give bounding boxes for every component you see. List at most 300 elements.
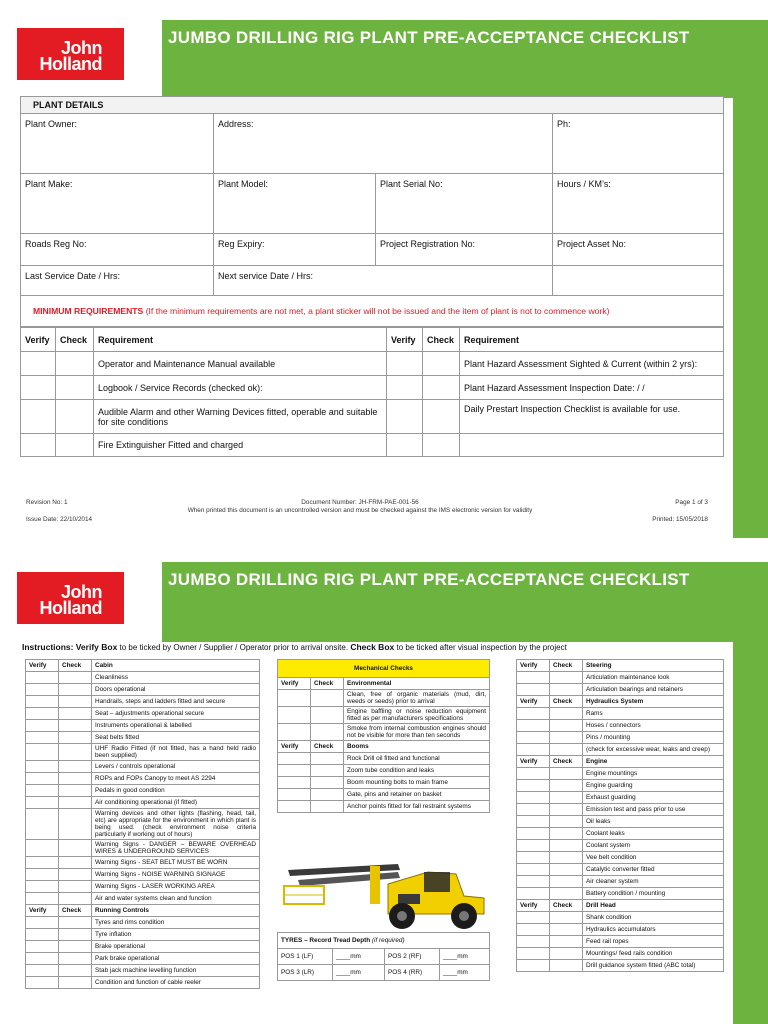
section-header: Environmental [344, 678, 490, 690]
checklist-row [278, 707, 490, 724]
checklist-item: Battery condition / mounting [583, 888, 724, 900]
check-checkbox[interactable] [56, 434, 94, 457]
hours-field[interactable]: Hours / KM’s: [553, 174, 724, 234]
check-checkbox[interactable] [550, 672, 583, 684]
checklist-row [26, 744, 260, 761]
check-checkbox[interactable] [550, 804, 583, 816]
check-checkbox[interactable] [423, 376, 460, 400]
checklist-item: Anchor points fitted for fall restraint systems [344, 801, 490, 813]
check-header: Check [311, 678, 344, 690]
verify-checkbox[interactable] [517, 840, 550, 852]
checklist-item: Seat – adjustments operational secure [92, 708, 260, 720]
check-header: Check [423, 328, 460, 352]
verify-header: Verify [278, 741, 311, 753]
plant-model-field[interactable]: Plant Model: [214, 174, 376, 234]
verify-checkbox[interactable] [26, 881, 59, 893]
plant-details-header: PLANT DETAILS [21, 97, 724, 114]
pos2-label: POS 2 (RF) [385, 949, 440, 965]
checklist-row [26, 917, 260, 929]
checklist-item: Condition and function of cable reeler [92, 977, 260, 989]
check-checkbox[interactable] [311, 777, 344, 789]
checklist-row [517, 744, 724, 756]
check-checkbox[interactable] [59, 953, 92, 965]
verify-checkbox[interactable] [21, 400, 56, 434]
check-checkbox[interactable] [311, 690, 344, 707]
check-checkbox[interactable] [423, 400, 460, 434]
checklist-item: Warning Signs - SEAT BELT MUST BE WORN [92, 857, 260, 869]
check-checkbox[interactable] [550, 792, 583, 804]
verify-checkbox[interactable] [26, 672, 59, 684]
verify-checkbox[interactable] [517, 708, 550, 720]
checklist-item: Rams [583, 708, 724, 720]
checklist-row [517, 768, 724, 780]
check-header: Check [311, 741, 344, 753]
verify-header: Verify [387, 328, 423, 352]
check-checkbox[interactable] [550, 888, 583, 900]
tyres-header: TYRES – Record Tread Depth (if required) [278, 933, 490, 949]
check-checkbox[interactable] [423, 352, 460, 376]
verify-checkbox[interactable] [278, 707, 311, 724]
checklist-item: Air cleaner system [583, 876, 724, 888]
verify-checkbox[interactable] [387, 376, 423, 400]
checklist-row [26, 965, 260, 977]
verify-header: Verify [26, 660, 59, 672]
checklist-item: Levers / controls operational [92, 761, 260, 773]
verify-checkbox[interactable] [517, 672, 550, 684]
checklist-item: Engine guarding [583, 780, 724, 792]
checklist-row [517, 720, 724, 732]
checklist-item: Warning devices and other lights (flashing, head, tail, etc) are appropriate for the environment in which plant is being used. (check environment noise criteria particularly if working out of hours) [92, 809, 260, 840]
check-checkbox[interactable] [311, 765, 344, 777]
checklist-row [26, 840, 260, 857]
cabin-running-table [25, 659, 260, 989]
requirement-header: Requirement [94, 328, 387, 352]
checklist-row [26, 732, 260, 744]
checklist-row [278, 801, 490, 813]
verify-header: Verify [278, 678, 311, 690]
verify-checkbox[interactable] [517, 852, 550, 864]
requirement-header: Requirement [460, 328, 724, 352]
pos1-mm-field[interactable]: ____mm [333, 949, 385, 965]
verify-checkbox[interactable] [26, 720, 59, 732]
check-checkbox[interactable] [59, 761, 92, 773]
checklist-row [26, 708, 260, 720]
verify-checkbox[interactable] [26, 684, 59, 696]
verify-checkbox[interactable] [517, 804, 550, 816]
section-header: Engine [583, 756, 724, 768]
verify-checkbox[interactable] [26, 696, 59, 708]
verify-checkbox[interactable] [26, 953, 59, 965]
checklist-row [26, 696, 260, 708]
verify-checkbox[interactable] [517, 684, 550, 696]
check-checkbox[interactable] [550, 768, 583, 780]
checklist-row [517, 708, 724, 720]
checklist-row [517, 960, 724, 972]
verify-checkbox[interactable] [278, 724, 311, 741]
check-checkbox[interactable] [550, 816, 583, 828]
check-checkbox[interactable] [56, 352, 94, 376]
check-checkbox[interactable] [423, 434, 460, 457]
checklist-item: Instruments operational & labelled [92, 720, 260, 732]
checklist-row [26, 857, 260, 869]
check-checkbox[interactable] [59, 684, 92, 696]
printed-date: Printed: 15/05/2018 [652, 516, 708, 523]
check-checkbox[interactable] [550, 948, 583, 960]
plant-serial-field[interactable]: Plant Serial No: [376, 174, 553, 234]
checklist-row [278, 765, 490, 777]
check-checkbox[interactable] [59, 773, 92, 785]
john-holland-logo: John Holland [17, 28, 124, 80]
checklist-row [517, 840, 724, 852]
checklist-item: Mountings/ feed rails condition [583, 948, 724, 960]
verify-checkbox[interactable] [278, 789, 311, 801]
check-checkbox[interactable] [59, 977, 92, 989]
verify-checkbox[interactable] [278, 777, 311, 789]
side-bar [733, 96, 768, 538]
checklist-item: Air and water systems clean and function [92, 893, 260, 905]
verify-checkbox[interactable] [517, 948, 550, 960]
check-checkbox[interactable] [550, 840, 583, 852]
verify-checkbox[interactable] [26, 744, 59, 761]
check-checkbox[interactable] [311, 707, 344, 724]
verify-checkbox[interactable] [517, 828, 550, 840]
page-number: Page 1 of 3 [675, 499, 708, 506]
check-checkbox[interactable] [59, 720, 92, 732]
check-checkbox[interactable] [550, 936, 583, 948]
checklist-item: Air conditioning operational (if fitted) [92, 797, 260, 809]
verify-checkbox[interactable] [26, 917, 59, 929]
checklist-item: Rock Drill oil fitted and functional [344, 753, 490, 765]
verify-header: Verify [517, 756, 550, 768]
verify-checkbox[interactable] [517, 768, 550, 780]
check-header: Check [550, 696, 583, 708]
check-checkbox[interactable] [59, 965, 92, 977]
checklist-row [517, 912, 724, 924]
checklist-row [517, 792, 724, 804]
checklist-item: Zoom tube condition and leaks [344, 765, 490, 777]
checklist-row [26, 953, 260, 965]
checklist-row [26, 893, 260, 905]
check-header: Check [550, 660, 583, 672]
checklist-row [278, 753, 490, 765]
verify-checkbox[interactable] [517, 924, 550, 936]
verify-checkbox[interactable] [278, 765, 311, 777]
checklist-row [517, 684, 724, 696]
verify-checkbox[interactable] [278, 801, 311, 813]
check-checkbox[interactable] [550, 780, 583, 792]
requirement-item: Audible Alarm and other Warning Devices fitted, operable and suitable for site conditions [94, 400, 387, 434]
check-header: Check [59, 660, 92, 672]
verify-checkbox[interactable] [26, 965, 59, 977]
checklist-item: Pins / mounting [583, 732, 724, 744]
checklist-row [517, 888, 724, 900]
empty-cell [553, 266, 724, 296]
verify-header: Verify [517, 900, 550, 912]
check-checkbox[interactable] [59, 797, 92, 809]
checklist-row [26, 869, 260, 881]
section-header: Steering [583, 660, 724, 672]
checklist-item: Doors operational [92, 684, 260, 696]
checklist-row [517, 828, 724, 840]
issue-date: Issue Date: 22/10/2014 [26, 516, 93, 523]
checklist-item: UHF Radio Fitted (if not fitted, has a hand held radio been supplied) [92, 744, 260, 761]
check-checkbox[interactable] [59, 929, 92, 941]
reg-expiry-field[interactable]: Reg Expiry: [214, 234, 376, 266]
checklist-item: Coolant system [583, 840, 724, 852]
verify-checkbox[interactable] [26, 773, 59, 785]
john-holland-logo: John Holland [17, 572, 124, 624]
verify-checkbox[interactable] [517, 876, 550, 888]
verify-checkbox[interactable] [278, 690, 311, 707]
verify-checkbox[interactable] [26, 840, 59, 857]
check-checkbox[interactable] [311, 753, 344, 765]
check-checkbox[interactable] [550, 732, 583, 744]
checklist-row [278, 724, 490, 741]
tyres-tread-depth-table [277, 932, 490, 981]
verify-header: Verify [517, 660, 550, 672]
checklist-row [517, 852, 724, 864]
plant-details-table [20, 96, 724, 327]
check-checkbox[interactable] [550, 720, 583, 732]
verify-checkbox[interactable] [517, 792, 550, 804]
check-checkbox[interactable] [59, 744, 92, 761]
checklist-row [26, 809, 260, 840]
page-2 [0, 556, 768, 1024]
verify-header: Verify [21, 328, 56, 352]
verify-checkbox[interactable] [21, 376, 56, 400]
checklist-item: Gate, pins and retainer on basket [344, 789, 490, 801]
checklist-row [26, 797, 260, 809]
mechanical-checks-title: Mechanical Checks [278, 660, 490, 678]
roads-reg-field[interactable]: Roads Reg No: [21, 234, 214, 266]
checklist-item: Tyres and rims condition [92, 917, 260, 929]
check-checkbox[interactable] [550, 708, 583, 720]
checklist-item: ROPs and FOPs Canopy to meet AS 2294 [92, 773, 260, 785]
verify-checkbox[interactable] [517, 864, 550, 876]
plant-owner-field[interactable]: Plant Owner: [21, 114, 214, 174]
checklist-row [517, 732, 724, 744]
checklist-item: Articulation bearings and retainers [583, 684, 724, 696]
checklist-row [26, 761, 260, 773]
verify-checkbox[interactable] [387, 400, 423, 434]
check-checkbox[interactable] [59, 893, 92, 905]
verify-checkbox[interactable] [21, 352, 56, 376]
section-header: Booms [344, 741, 490, 753]
verify-checkbox[interactable] [26, 857, 59, 869]
check-checkbox[interactable] [550, 852, 583, 864]
checklist-item: Drill guidance system fitted (ABC total) [583, 960, 724, 972]
check-checkbox[interactable] [56, 400, 94, 434]
side-bar [733, 642, 768, 1024]
verify-checkbox[interactable] [517, 960, 550, 972]
checklist-item: Articulation maintenance look [583, 672, 724, 684]
checklist-row [278, 777, 490, 789]
checklist-item: Shank condition [583, 912, 724, 924]
check-checkbox[interactable] [550, 828, 583, 840]
verify-checkbox[interactable] [387, 352, 423, 376]
checklist-row [26, 929, 260, 941]
checklist-item: Feed rail ropes [583, 936, 724, 948]
last-service-field[interactable]: Last Service Date / Hrs: [21, 266, 214, 296]
check-checkbox[interactable] [59, 809, 92, 840]
checklist-row [517, 816, 724, 828]
verify-checkbox[interactable] [517, 816, 550, 828]
project-asset-field[interactable]: Project Asset No: [553, 234, 724, 266]
verify-checkbox[interactable] [517, 780, 550, 792]
plant-make-field[interactable]: Plant Make: [21, 174, 214, 234]
requirement-item: Logbook / Service Records (checked ok): [94, 376, 387, 400]
check-checkbox[interactable] [311, 789, 344, 801]
requirement-item: Fire Extinguisher Fitted and charged [94, 434, 387, 457]
requirement-item: Operator and Maintenance Manual available [94, 352, 387, 376]
verify-checkbox[interactable] [517, 732, 550, 744]
verify-checkbox[interactable] [26, 893, 59, 905]
checklist-row [517, 672, 724, 684]
checklist-item: Brake operational [92, 941, 260, 953]
check-checkbox[interactable] [59, 708, 92, 720]
checklist-item: (check for excessive wear, leaks and creep) [583, 744, 724, 756]
checklist-item: Engine baffling or noise reduction equipment fitted as per manufacturers specifications [344, 707, 490, 724]
checklist-item: Stab jack machine levelling function [92, 965, 260, 977]
check-checkbox[interactable] [59, 917, 92, 929]
checklist-item: Seat belts fitted [92, 732, 260, 744]
verify-header: Verify [26, 905, 59, 917]
requirement-item [460, 434, 724, 457]
check-header: Check [56, 328, 94, 352]
check-checkbox[interactable] [59, 869, 92, 881]
document-number: Document Number: JH-FRM-PAE-001-56 [301, 499, 419, 506]
check-checkbox[interactable] [550, 864, 583, 876]
check-checkbox[interactable] [56, 376, 94, 400]
checklist-row [517, 876, 724, 888]
checklist-row [517, 924, 724, 936]
check-checkbox[interactable] [550, 912, 583, 924]
pos1-label: POS 1 (LF) [278, 949, 333, 965]
checklist-item: Clean, free of organic materials (mud, dirt, weeds or seeds) prior to arrival [344, 690, 490, 707]
verify-checkbox[interactable] [26, 785, 59, 797]
checklist-row [517, 864, 724, 876]
checklist-item: Boom mounting bolts to main frame [344, 777, 490, 789]
verify-checkbox[interactable] [517, 888, 550, 900]
phone-field[interactable]: Ph: [553, 114, 724, 174]
checklist-item: Smoke from internal combustion engines should not be visible for more than ten seconds [344, 724, 490, 741]
checklist-row [26, 977, 260, 989]
checklist-item: Warning Signs - NOISE WARNING SIGNAGE [92, 869, 260, 881]
checklist-row [26, 773, 260, 785]
check-checkbox[interactable] [550, 876, 583, 888]
minimum-requirements-note: MINIMUM REQUIREMENTS (If the minimum requirements are not met, a plant sticker will not be issued and the item of plant is not to commence work) [21, 296, 724, 327]
pos4-mm-field[interactable]: ____mm [440, 965, 490, 981]
requirements-table [20, 327, 724, 457]
verify-checkbox[interactable] [26, 761, 59, 773]
verify-checkbox[interactable] [387, 434, 423, 457]
checklist-item: Cleanliness [92, 672, 260, 684]
checklist-item: Hydraulics accumulators [583, 924, 724, 936]
verify-checkbox[interactable] [21, 434, 56, 457]
jumbo-drilling-rig-image [278, 850, 490, 932]
checklist-item: Coolant leaks [583, 828, 724, 840]
mechanical-checks-table [277, 659, 490, 813]
checklist-item: Hoses / connectors [583, 720, 724, 732]
check-checkbox[interactable] [59, 941, 92, 953]
verify-checkbox[interactable] [26, 708, 59, 720]
checklist-item: Exhaust guarding [583, 792, 724, 804]
verify-checkbox[interactable] [517, 744, 550, 756]
checklist-row [517, 804, 724, 816]
section-header: Running Controls [92, 905, 260, 917]
checklist-row [278, 789, 490, 801]
section-header: Drill Head [583, 900, 724, 912]
checklist-row [26, 881, 260, 893]
requirement-item: Plant Hazard Assessment Inspection Date: / / [460, 376, 724, 400]
verify-checkbox[interactable] [26, 797, 59, 809]
check-checkbox[interactable] [550, 960, 583, 972]
checklist-row [26, 785, 260, 797]
checklist-item: Tyre inflation [92, 929, 260, 941]
project-registration-field[interactable]: Project Registration No: [376, 234, 553, 266]
checklist-row [278, 690, 490, 707]
document-title: JUMBO DRILLING RIG PLANT PRE-ACCEPTANCE CHECKLIST [168, 570, 690, 589]
verify-checkbox[interactable] [26, 977, 59, 989]
check-checkbox[interactable] [59, 672, 92, 684]
checklist-row [26, 720, 260, 732]
checklist-item: Catalytic converter fitted [583, 864, 724, 876]
check-checkbox[interactable] [59, 696, 92, 708]
document-title: JUMBO DRILLING RIG PLANT PRE-ACCEPTANCE CHECKLIST [168, 28, 690, 47]
checklist-item: Warning Signs - DANGER – BEWARE OVERHEAD WIRES & UNDERGROUND SERVICES [92, 840, 260, 857]
verify-header: Verify [517, 696, 550, 708]
verify-checkbox[interactable] [26, 929, 59, 941]
uncontrolled-note: When printed this document is an uncontrolled version and must be checked against the IMS electronic version for validity [187, 507, 533, 514]
verify-checkbox[interactable] [517, 936, 550, 948]
check-checkbox[interactable] [59, 857, 92, 869]
checklist-item: Handrails, steps and ladders fitted and secure [92, 696, 260, 708]
verify-checkbox[interactable] [26, 732, 59, 744]
pos3-label: POS 3 (LR) [278, 965, 333, 981]
checklist-row [26, 672, 260, 684]
check-checkbox[interactable] [550, 744, 583, 756]
pos2-mm-field[interactable]: ____mm [440, 949, 490, 965]
checklist-item: Oil leaks [583, 816, 724, 828]
section-header: Hydraulics System [583, 696, 724, 708]
pos3-mm-field[interactable]: ____mm [333, 965, 385, 981]
check-checkbox[interactable] [59, 732, 92, 744]
check-header: Check [550, 900, 583, 912]
check-checkbox[interactable] [59, 840, 92, 857]
check-checkbox[interactable] [311, 724, 344, 741]
steering-engine-table [516, 659, 724, 972]
verify-checkbox[interactable] [278, 753, 311, 765]
check-checkbox[interactable] [59, 785, 92, 797]
next-service-field[interactable]: Next service Date / Hrs: [214, 266, 553, 296]
instructions: Instructions: Verify Box to be ticked by Owner / Supplier / Operator prior to arrival onsite. Check Box to be ticked after visual inspection by the project [22, 642, 567, 652]
verify-checkbox[interactable] [26, 869, 59, 881]
checklist-item: Warning Signs - LASER WORKING AREA [92, 881, 260, 893]
check-checkbox[interactable] [550, 924, 583, 936]
check-checkbox[interactable] [550, 684, 583, 696]
checklist-row [517, 948, 724, 960]
checklist-row [26, 941, 260, 953]
check-checkbox[interactable] [311, 801, 344, 813]
verify-checkbox[interactable] [517, 912, 550, 924]
verify-checkbox[interactable] [517, 720, 550, 732]
checklist-item: Engine mountings [583, 768, 724, 780]
address-field[interactable]: Address: [214, 114, 553, 174]
checklist-row [26, 684, 260, 696]
verify-checkbox[interactable] [26, 809, 59, 840]
verify-checkbox[interactable] [26, 941, 59, 953]
check-checkbox[interactable] [59, 881, 92, 893]
